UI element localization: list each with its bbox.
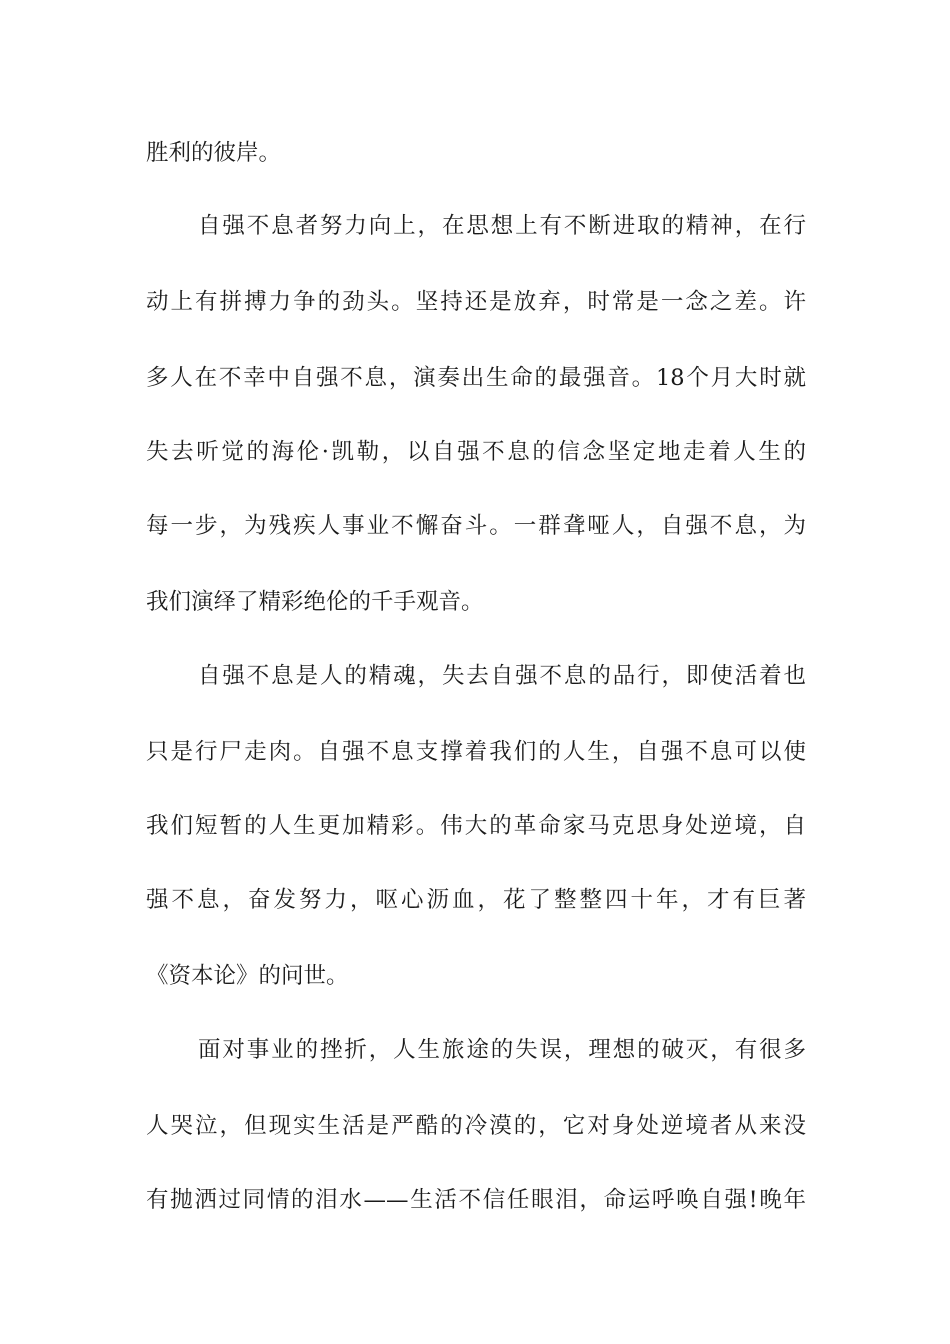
text-line: 我们短暂的人生更加精彩。伟大的革命家马克思身处逆境，自 xyxy=(146,813,806,839)
text-line: 动上有拼搏力争的劲头。坚持还是放弃，时常是一念之差。许 xyxy=(146,289,806,315)
text-line: 人哭泣，但现实生活是严酷的冷漠的，它对身处逆境者从来没 xyxy=(146,1113,806,1139)
text-line: 胜利的彼岸。 xyxy=(146,140,282,166)
text-line: 强不息，奋发努力，呕心沥血，花了整整四十年，才有巨著 xyxy=(146,887,806,913)
text-line: 有抛洒过同情的泪水——生活不信任眼泪，命运呼唤自强!晚年 xyxy=(146,1187,806,1213)
text-line: 失去听觉的海伦·凯勒，以自强不息的信念坚定地走着人生的 xyxy=(146,439,806,465)
paragraph-first-line: 自强不息者努力向上，在思想上有不断进取的精神，在行 xyxy=(198,213,806,239)
text-line: 只是行尸走肉。自强不息支撑着我们的人生，自强不息可以使 xyxy=(146,739,806,765)
paragraph-first-line: 面对事业的挫折，人生旅途的失误，理想的破灭，有很多 xyxy=(198,1037,806,1063)
text-line: 我们演绎了精彩绝伦的千手观音。 xyxy=(146,589,484,615)
text-line: 《资本论》的问世。 xyxy=(146,963,349,989)
paragraph-first-line: 自强不息是人的精魂，失去自强不息的品行，即使活着也 xyxy=(198,663,806,689)
text-line: 多人在不幸中自强不息，演奏出生命的最强音。18个月大时就 xyxy=(146,365,806,391)
text-line: 每一步，为残疾人事业不懈奋斗。一群聋哑人，自强不息，为 xyxy=(146,513,806,539)
